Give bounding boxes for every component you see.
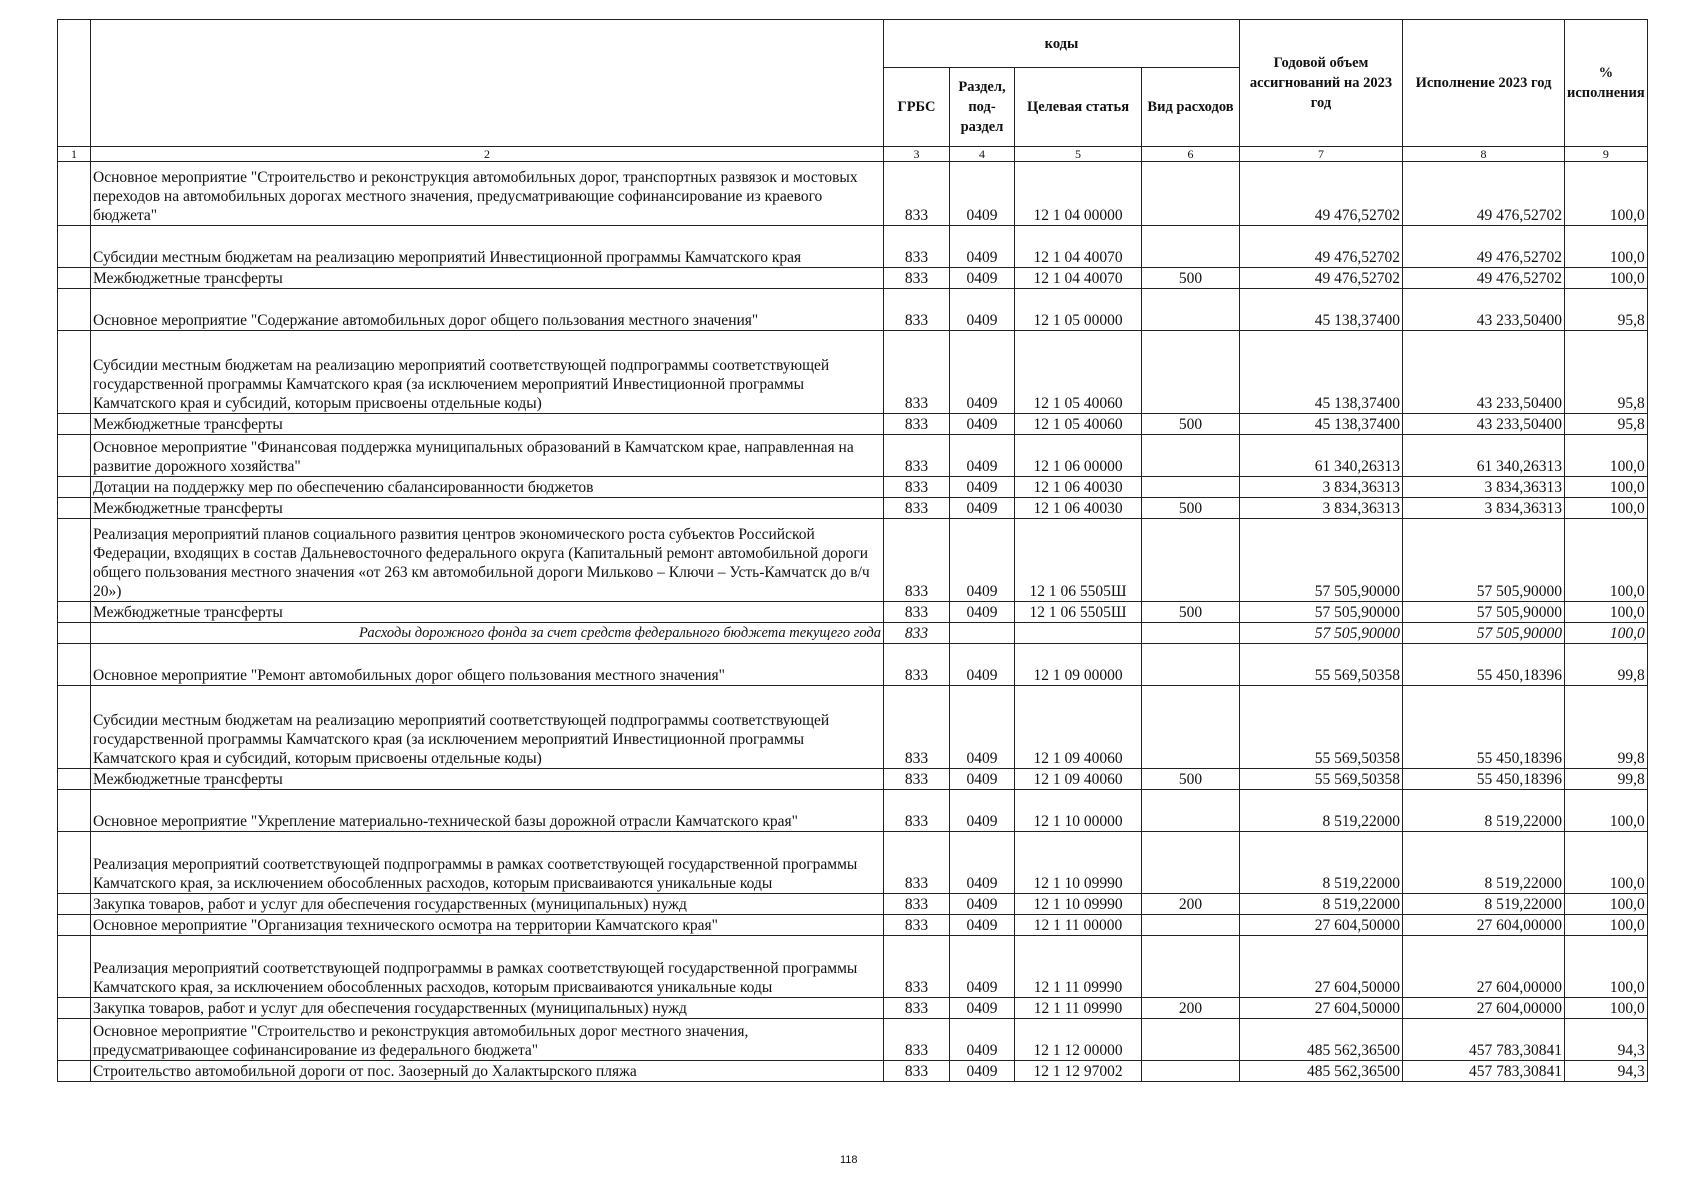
row-executed-amount: 57 505,90000 xyxy=(1403,519,1565,602)
header-name-empty xyxy=(91,20,884,147)
row-name: Основное мероприятие "Ремонт автомобильных дорог общего пользования местного значения" xyxy=(91,644,884,686)
row-grbs: 833 xyxy=(884,915,950,936)
row-razdel: 0409 xyxy=(950,162,1015,226)
row-target-article: 12 1 04 40070 xyxy=(1015,268,1142,289)
table-row xyxy=(58,226,1648,268)
col-number: 8 xyxy=(1403,147,1565,162)
table-row xyxy=(58,769,1648,790)
row-index-cell xyxy=(58,226,91,268)
row-name: Основное мероприятие "Содержание автомобильных дорог общего пользования местного значения" xyxy=(91,289,884,331)
header-grbs: ГРБС xyxy=(884,68,950,147)
header-vid: Вид расходов xyxy=(1142,68,1240,147)
row-percent: 99,8 xyxy=(1565,644,1648,686)
table-row xyxy=(58,162,1648,226)
row-expense-type: 200 xyxy=(1142,894,1240,915)
row-percent: 100,0 xyxy=(1565,226,1648,268)
row-index-cell xyxy=(58,162,91,226)
row-target-article: 12 1 05 40060 xyxy=(1015,414,1142,435)
row-index-cell xyxy=(58,936,91,998)
row-name: Дотации на поддержку мер по обеспечению сбалансированности бюджетов xyxy=(91,477,884,498)
row-executed-amount: 8 519,22000 xyxy=(1403,790,1565,832)
row-index-cell xyxy=(58,832,91,894)
row-grbs: 833 xyxy=(884,623,950,644)
row-name: Закупка товаров, работ и услуг для обеспечения государственных (муниципальных) нужд xyxy=(91,998,884,1019)
row-expense-type xyxy=(1142,832,1240,894)
row-executed-amount: 57 505,90000 xyxy=(1403,623,1565,644)
row-target-article: 12 1 06 5505Ш xyxy=(1015,602,1142,623)
col-number: 1 xyxy=(58,147,91,162)
row-executed-amount: 43 233,50400 xyxy=(1403,331,1565,414)
row-razdel xyxy=(950,623,1015,644)
row-percent: 99,8 xyxy=(1565,686,1648,769)
row-name: Межбюджетные трансферты xyxy=(91,414,884,435)
row-grbs: 833 xyxy=(884,435,950,477)
row-razdel: 0409 xyxy=(950,1061,1015,1082)
row-planned-amount: 3 834,36313 xyxy=(1240,498,1403,519)
row-name: Межбюджетные трансферты xyxy=(91,268,884,289)
table-row xyxy=(58,832,1648,894)
row-grbs: 833 xyxy=(884,414,950,435)
row-planned-amount: 27 604,50000 xyxy=(1240,998,1403,1019)
row-expense-type xyxy=(1142,1061,1240,1082)
row-target-article: 12 1 11 09990 xyxy=(1015,936,1142,998)
row-target-article: 12 1 09 40060 xyxy=(1015,686,1142,769)
row-expense-type: 500 xyxy=(1142,268,1240,289)
row-expense-type xyxy=(1142,936,1240,998)
table-row xyxy=(58,289,1648,331)
row-razdel: 0409 xyxy=(950,644,1015,686)
row-target-article: 12 1 05 40060 xyxy=(1015,331,1142,414)
row-percent: 100,0 xyxy=(1565,936,1648,998)
row-percent: 95,8 xyxy=(1565,414,1648,435)
row-percent: 94,3 xyxy=(1565,1019,1648,1061)
row-expense-type xyxy=(1142,519,1240,602)
row-percent: 94,3 xyxy=(1565,1061,1648,1082)
row-razdel: 0409 xyxy=(950,769,1015,790)
row-name: Реализация мероприятий соответствующей подпрограммы в рамках соответствующей государственной программы Камчатского края, за исключением обособленных расходов, которым присваиваются уникальные коды xyxy=(91,936,884,998)
row-percent: 100,0 xyxy=(1565,790,1648,832)
row-planned-amount: 57 505,90000 xyxy=(1240,519,1403,602)
row-grbs: 833 xyxy=(884,519,950,602)
row-executed-amount: 49 476,52702 xyxy=(1403,268,1565,289)
row-name: Расходы дорожного фонда за счет средств федерального бюджета текущего года xyxy=(91,623,884,644)
row-executed-amount: 27 604,00000 xyxy=(1403,915,1565,936)
table-row xyxy=(58,331,1648,414)
row-planned-amount: 55 569,50358 xyxy=(1240,769,1403,790)
row-percent: 100,0 xyxy=(1565,623,1648,644)
row-percent: 100,0 xyxy=(1565,519,1648,602)
row-expense-type xyxy=(1142,162,1240,226)
row-target-article: 12 1 06 00000 xyxy=(1015,435,1142,477)
row-executed-amount: 55 450,18396 xyxy=(1403,769,1565,790)
row-planned-amount: 49 476,52702 xyxy=(1240,268,1403,289)
col-number: 6 xyxy=(1142,147,1240,162)
table-row xyxy=(58,644,1648,686)
table-row xyxy=(58,936,1648,998)
row-planned-amount: 45 138,37400 xyxy=(1240,331,1403,414)
row-razdel: 0409 xyxy=(950,832,1015,894)
header-razdel: Раздел, под-раздел xyxy=(950,68,1015,147)
row-index-cell xyxy=(58,331,91,414)
row-executed-amount: 61 340,26313 xyxy=(1403,435,1565,477)
row-razdel: 0409 xyxy=(950,915,1015,936)
row-expense-type: 200 xyxy=(1142,998,1240,1019)
row-index-cell xyxy=(58,602,91,623)
row-target-article xyxy=(1015,623,1142,644)
table-row xyxy=(58,686,1648,769)
row-name: Субсидии местным бюджетам на реализацию мероприятий соответствующей подпрограммы соответствующей государственной программы Камчатского края (за исключением мероприятий Инвестиционной программы Камчатского края и субсидий, которым присвоены отдельные коды) xyxy=(91,331,884,414)
row-grbs: 833 xyxy=(884,162,950,226)
row-grbs: 833 xyxy=(884,894,950,915)
row-target-article: 12 1 06 5505Ш xyxy=(1015,519,1142,602)
col-number: 4 xyxy=(950,147,1015,162)
row-razdel: 0409 xyxy=(950,498,1015,519)
row-executed-amount: 27 604,00000 xyxy=(1403,998,1565,1019)
row-percent: 100,0 xyxy=(1565,602,1648,623)
header-percent: % исполнения xyxy=(1565,20,1648,147)
table-row xyxy=(58,623,1648,644)
row-planned-amount: 61 340,26313 xyxy=(1240,435,1403,477)
row-razdel: 0409 xyxy=(950,268,1015,289)
row-grbs: 833 xyxy=(884,1061,950,1082)
column-numbers-row xyxy=(58,147,1648,162)
row-razdel: 0409 xyxy=(950,519,1015,602)
row-planned-amount: 8 519,22000 xyxy=(1240,790,1403,832)
row-target-article: 12 1 12 97002 xyxy=(1015,1061,1142,1082)
row-razdel: 0409 xyxy=(950,936,1015,998)
row-index-cell xyxy=(58,790,91,832)
row-percent: 100,0 xyxy=(1565,998,1648,1019)
row-name: Закупка товаров, работ и услуг для обеспечения государственных (муниципальных) нужд xyxy=(91,894,884,915)
row-target-article: 12 1 10 00000 xyxy=(1015,790,1142,832)
row-name: Межбюджетные трансферты xyxy=(91,769,884,790)
row-executed-amount: 3 834,36313 xyxy=(1403,498,1565,519)
row-expense-type xyxy=(1142,915,1240,936)
row-razdel: 0409 xyxy=(950,477,1015,498)
row-grbs: 833 xyxy=(884,790,950,832)
row-index-cell xyxy=(58,289,91,331)
col-number: 5 xyxy=(1015,147,1142,162)
table-row xyxy=(58,498,1648,519)
row-name: Основное мероприятие "Организация технического осмотра на территории Камчатского края" xyxy=(91,915,884,936)
row-index-cell xyxy=(58,1019,91,1061)
row-index-cell xyxy=(58,915,91,936)
row-name: Основное мероприятие "Строительство и реконструкция автомобильных дорог, транспортных развязок и мостовых переходов на автомобильных дорогах местного значения, предусматривающие софинансирование из краевого бюджета" xyxy=(91,162,884,226)
row-executed-amount: 8 519,22000 xyxy=(1403,832,1565,894)
header-kody: коды xyxy=(884,20,1240,68)
row-grbs: 833 xyxy=(884,769,950,790)
row-name: Субсидии местным бюджетам на реализацию мероприятий соответствующей подпрограммы соответствующей государственной программы Камчатского края (за исключением мероприятий Инвестиционной программы Камчатского края и субсидий, которым присвоены отдельные коды) xyxy=(91,686,884,769)
row-planned-amount: 485 562,36500 xyxy=(1240,1019,1403,1061)
row-expense-type xyxy=(1142,289,1240,331)
row-index-cell xyxy=(58,769,91,790)
row-index-cell xyxy=(58,435,91,477)
row-percent: 100,0 xyxy=(1565,268,1648,289)
row-razdel: 0409 xyxy=(950,435,1015,477)
row-razdel: 0409 xyxy=(950,998,1015,1019)
row-expense-type xyxy=(1142,644,1240,686)
row-executed-amount: 3 834,36313 xyxy=(1403,477,1565,498)
row-executed-amount: 43 233,50400 xyxy=(1403,289,1565,331)
row-index-cell xyxy=(58,644,91,686)
row-target-article: 12 1 09 40060 xyxy=(1015,769,1142,790)
row-grbs: 833 xyxy=(884,268,950,289)
row-grbs: 833 xyxy=(884,686,950,769)
budget-table xyxy=(57,19,1648,1082)
table-header xyxy=(58,20,1648,162)
row-target-article: 12 1 11 00000 xyxy=(1015,915,1142,936)
row-executed-amount: 8 519,22000 xyxy=(1403,894,1565,915)
row-executed-amount: 457 783,30841 xyxy=(1403,1061,1565,1082)
table-row xyxy=(58,790,1648,832)
row-executed-amount: 27 604,00000 xyxy=(1403,936,1565,998)
row-index-cell xyxy=(58,998,91,1019)
row-planned-amount: 27 604,50000 xyxy=(1240,915,1403,936)
row-expense-type: 500 xyxy=(1142,498,1240,519)
row-grbs: 833 xyxy=(884,936,950,998)
row-executed-amount: 49 476,52702 xyxy=(1403,226,1565,268)
row-target-article: 12 1 06 40030 xyxy=(1015,498,1142,519)
row-expense-type xyxy=(1142,477,1240,498)
row-executed-amount: 43 233,50400 xyxy=(1403,414,1565,435)
table-row xyxy=(58,1019,1648,1061)
table-row xyxy=(58,435,1648,477)
row-name: Межбюджетные трансферты xyxy=(91,602,884,623)
row-grbs: 833 xyxy=(884,289,950,331)
row-index-cell xyxy=(58,894,91,915)
row-name: Реализация мероприятий соответствующей подпрограммы в рамках соответствующей государственной программы Камчатского края, за исключением обособленных расходов, которым присваиваются уникальные коды xyxy=(91,832,884,894)
row-name: Межбюджетные трансферты xyxy=(91,498,884,519)
row-razdel: 0409 xyxy=(950,414,1015,435)
header-celevaya: Целевая статья xyxy=(1015,68,1142,147)
row-razdel: 0409 xyxy=(950,331,1015,414)
row-executed-amount: 55 450,18396 xyxy=(1403,644,1565,686)
row-target-article: 12 1 12 00000 xyxy=(1015,1019,1142,1061)
row-percent: 95,8 xyxy=(1565,331,1648,414)
row-planned-amount: 55 569,50358 xyxy=(1240,686,1403,769)
row-percent: 100,0 xyxy=(1565,832,1648,894)
row-grbs: 833 xyxy=(884,331,950,414)
row-expense-type: 500 xyxy=(1142,769,1240,790)
table-row xyxy=(58,998,1648,1019)
row-executed-amount: 55 450,18396 xyxy=(1403,686,1565,769)
row-planned-amount: 485 562,36500 xyxy=(1240,1061,1403,1082)
col-number: 7 xyxy=(1240,147,1403,162)
col-number: 2 xyxy=(91,147,884,162)
row-expense-type xyxy=(1142,623,1240,644)
row-planned-amount: 45 138,37400 xyxy=(1240,289,1403,331)
row-executed-amount: 57 505,90000 xyxy=(1403,602,1565,623)
row-target-article: 12 1 10 09990 xyxy=(1015,894,1142,915)
row-razdel: 0409 xyxy=(950,1019,1015,1061)
row-planned-amount: 49 476,52702 xyxy=(1240,226,1403,268)
row-planned-amount: 3 834,36313 xyxy=(1240,477,1403,498)
row-target-article: 12 1 05 00000 xyxy=(1015,289,1142,331)
row-expense-type xyxy=(1142,1019,1240,1061)
row-percent: 100,0 xyxy=(1565,915,1648,936)
row-planned-amount: 57 505,90000 xyxy=(1240,623,1403,644)
row-grbs: 833 xyxy=(884,498,950,519)
table-row xyxy=(58,268,1648,289)
table-row xyxy=(58,519,1648,602)
row-grbs: 833 xyxy=(884,602,950,623)
row-grbs: 833 xyxy=(884,644,950,686)
row-percent: 100,0 xyxy=(1565,498,1648,519)
table-row xyxy=(58,602,1648,623)
table-row xyxy=(58,414,1648,435)
row-grbs: 833 xyxy=(884,998,950,1019)
row-name: Субсидии местным бюджетам на реализацию мероприятий Инвестиционной программы Камчатского края xyxy=(91,226,884,268)
row-index-cell xyxy=(58,686,91,769)
row-target-article: 12 1 04 00000 xyxy=(1015,162,1142,226)
row-planned-amount: 57 505,90000 xyxy=(1240,602,1403,623)
row-razdel: 0409 xyxy=(950,602,1015,623)
table-row xyxy=(58,915,1648,936)
col-number: 3 xyxy=(884,147,950,162)
row-expense-type xyxy=(1142,331,1240,414)
row-expense-type xyxy=(1142,435,1240,477)
row-percent: 100,0 xyxy=(1565,894,1648,915)
row-razdel: 0409 xyxy=(950,894,1015,915)
row-grbs: 833 xyxy=(884,1019,950,1061)
row-name: Реализация мероприятий планов социального развития центров экономического роста субъектов Российской Федерации, входящих в состав Дальневосточного федерального округа (Капитальный ремонт автомобильной дороги общего пользования местного значения «от 263 км автомобильной дороги Мильково – Ключи – Усть-Камчатск до в/ч 20») xyxy=(91,519,884,602)
row-index-cell xyxy=(58,498,91,519)
row-percent: 99,8 xyxy=(1565,769,1648,790)
col-number: 9 xyxy=(1565,147,1648,162)
row-percent: 100,0 xyxy=(1565,162,1648,226)
row-razdel: 0409 xyxy=(950,686,1015,769)
row-percent: 95,8 xyxy=(1565,289,1648,331)
row-index-cell xyxy=(58,623,91,644)
row-name: Основное мероприятие "Укрепление материально-технической базы дорожной отрасли Камчатского края" xyxy=(91,790,884,832)
row-name: Основное мероприятие "Финансовая поддержка муниципальных образований в Камчатском крае, направленная на развитие дорожного хозяйства" xyxy=(91,435,884,477)
row-grbs: 833 xyxy=(884,226,950,268)
row-name: Основное мероприятие "Строительство и реконструкция автомобильных дорог местного значения, предусматривающее софинансирование из федерального бюджета" xyxy=(91,1019,884,1061)
row-planned-amount: 8 519,22000 xyxy=(1240,832,1403,894)
row-planned-amount: 49 476,52702 xyxy=(1240,162,1403,226)
header-ispolnenie: Исполнение 2023 год xyxy=(1403,20,1565,147)
row-index-cell xyxy=(58,477,91,498)
header-col1-empty xyxy=(58,20,91,147)
row-razdel: 0409 xyxy=(950,226,1015,268)
row-planned-amount: 27 604,50000 xyxy=(1240,936,1403,998)
table-body xyxy=(58,162,1648,1082)
row-grbs: 833 xyxy=(884,477,950,498)
row-expense-type: 500 xyxy=(1142,414,1240,435)
header-godovoy: Годовой объем ассигнований на 2023 год xyxy=(1240,20,1403,147)
row-index-cell xyxy=(58,268,91,289)
row-grbs: 833 xyxy=(884,832,950,894)
row-percent: 100,0 xyxy=(1565,435,1648,477)
row-planned-amount: 8 519,22000 xyxy=(1240,894,1403,915)
row-target-article: 12 1 04 40070 xyxy=(1015,226,1142,268)
row-executed-amount: 49 476,52702 xyxy=(1403,162,1565,226)
page-number: 118 xyxy=(840,1154,858,1166)
table-row xyxy=(58,1061,1648,1082)
row-razdel: 0409 xyxy=(950,289,1015,331)
row-index-cell xyxy=(58,1061,91,1082)
row-planned-amount: 45 138,37400 xyxy=(1240,414,1403,435)
row-executed-amount: 457 783,30841 xyxy=(1403,1019,1565,1061)
table-row xyxy=(58,477,1648,498)
row-target-article: 12 1 10 09990 xyxy=(1015,832,1142,894)
row-target-article: 12 1 11 09990 xyxy=(1015,998,1142,1019)
row-target-article: 12 1 06 40030 xyxy=(1015,477,1142,498)
row-expense-type xyxy=(1142,790,1240,832)
row-index-cell xyxy=(58,414,91,435)
table-row xyxy=(58,894,1648,915)
row-target-article: 12 1 09 00000 xyxy=(1015,644,1142,686)
row-planned-amount: 55 569,50358 xyxy=(1240,644,1403,686)
row-percent: 100,0 xyxy=(1565,477,1648,498)
row-name: Строительство автомобильной дороги от пос. Заозерный до Халактырского пляжа xyxy=(91,1061,884,1082)
row-index-cell xyxy=(58,519,91,602)
row-razdel: 0409 xyxy=(950,790,1015,832)
row-expense-type xyxy=(1142,226,1240,268)
row-expense-type xyxy=(1142,686,1240,769)
row-expense-type: 500 xyxy=(1142,602,1240,623)
